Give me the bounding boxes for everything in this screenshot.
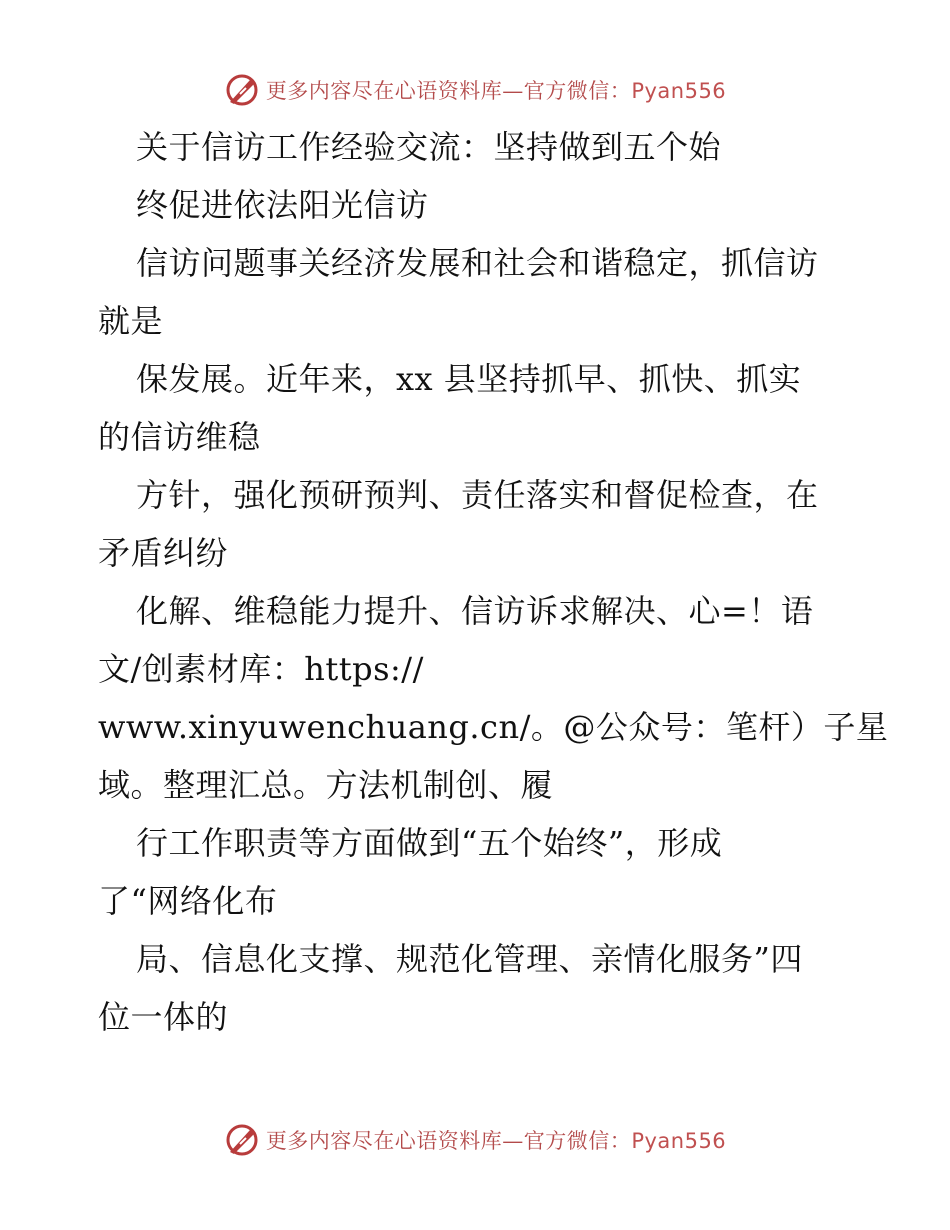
body-line: 就是 [98,302,164,340]
banner-label: 更多内容尽在心语资料库—官方微信： [265,79,632,103]
body-line: 的信访维稳 [98,418,261,456]
pen-logo-icon [224,72,260,108]
body-line: 保发展。近年来，xx 县坚持抓早、抓快、抓实 [136,360,802,398]
title-line-1: 关于信访工作经验交流：坚持做到五个始 [136,128,722,166]
header-banner [0,70,950,110]
banner-label: 更多内容尽在心语资料库—官方微信： [265,1129,632,1153]
body-line: 位一体的 [98,998,229,1036]
banner-text [266,75,726,105]
body-line: 行工作职责等方面做到“五个始终”，形成 [136,824,723,862]
banner-wechat-id: Pyan556 [631,79,727,103]
body-line: www.xinyuwenchuang.cn/。@公众号：笔杆）子星 [98,708,889,746]
title-line-2: 终促进依法阳光信访 [136,186,429,224]
document-body [98,118,889,1046]
banner-text [266,1125,726,1155]
body-line: 局、信息化支撑、规范化管理、亲情化服务”四 [136,940,803,978]
body-line: 文/创素材库：https:// [98,650,424,688]
body-line: 方针，强化预研预判、责任落实和督促检查，在 [136,476,819,514]
body-line: 矛盾纠纷 [98,534,229,572]
body-line: 了“网络化布 [98,882,278,920]
body-line: 信访问题事关经济发展和社会和谐稳定，抓信访 [136,244,819,282]
footer-banner [0,1120,950,1160]
body-line: 域。整理汇总。方法机制创、履 [98,766,554,804]
body-line: 化解、维稳能力提升、信访诉求解决、心=！语 [136,592,814,630]
banner-wechat-id: Pyan556 [631,1129,727,1153]
pen-logo-icon [224,1122,260,1158]
